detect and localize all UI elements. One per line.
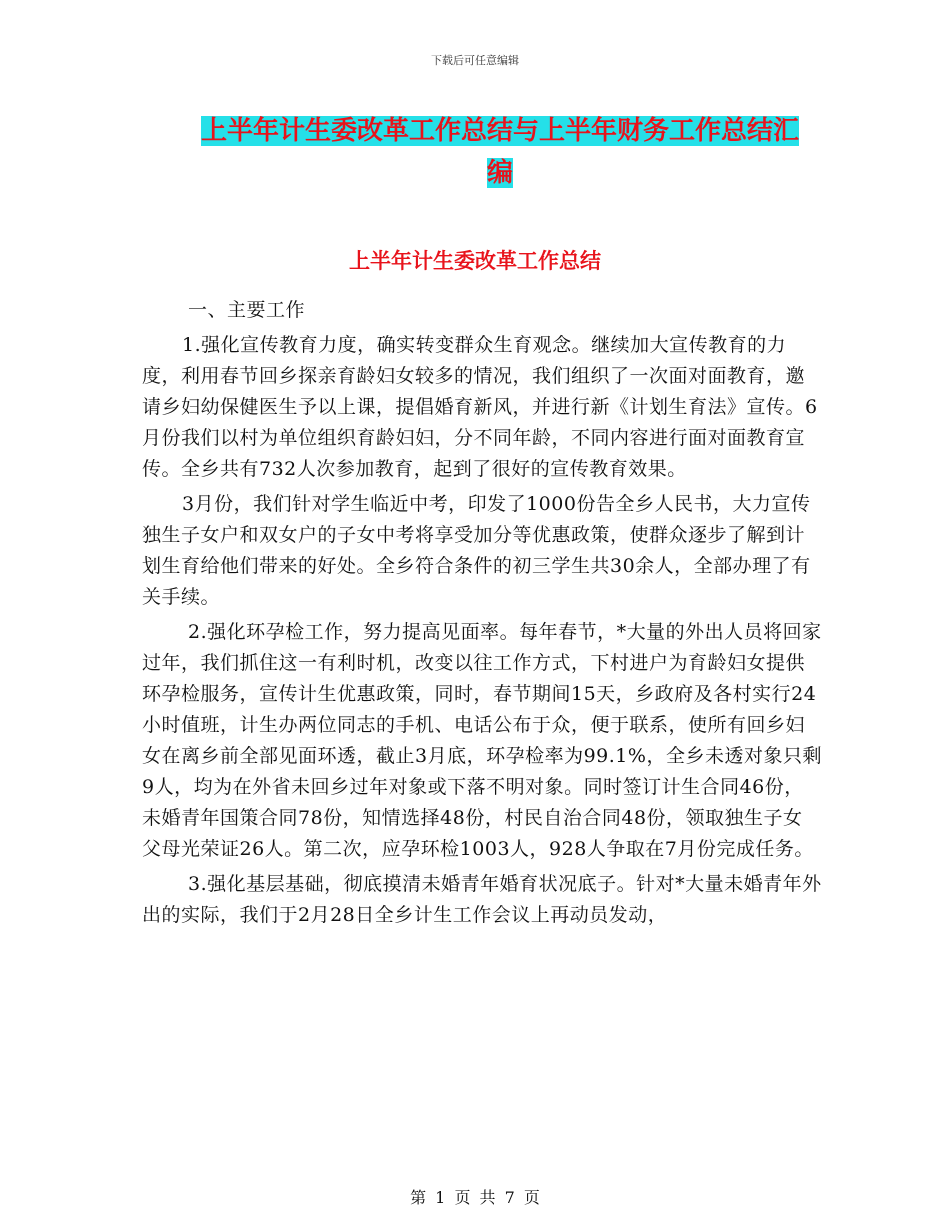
document-sub-title: 上半年计生委改革工作总结 <box>349 249 601 273</box>
body-paragraph: 2.强化环孕检工作，努力提高见面率。每年春节，*大量的外出人员将回家过年，我们抓住这一有利时机，改变以往工作方式，下村进户为育龄妇女提供环孕检服务，宣传计生优惠政策，同时，春节期间15天，乡政府及各村实行24小时值班，计生办两位同志的手机、电话公布于众，便于联系，使所有回乡妇女在离乡前全部见面环透，截止3月底，环孕检率为99.1%，全乡未透对象只剩9人，均为在外省未回乡过年对象或下落不明对象。同时签订计生合同46份，未婚青年国策合同78份，知情选择48份，村民自治合同48份，领取独生子女父母光荣证26人。第二次，应孕环检1003人，928人争取在7月份完成任务。 <box>142 621 822 860</box>
document-main-title <box>180 110 820 194</box>
body-paragraph: 1.强化宣传教育力度，确实转变群众生育观念。继续加大宣传教育的力度，利用春节回乡探亲育龄妇女较多的情况，我们组织了一次面对面教育，邀请乡妇幼保健医生予以上课，提倡婚育新风，并进行新《计划生育法》宣传。6月份我们以村为单位组织育龄妇妇，分不同年龄，不同内容进行面对面教育宣传。全乡共有732人次参加教育，起到了很好的宣传教育效果。 <box>142 334 818 480</box>
page-footer-number: 第 1 页 共 7 页 <box>410 1188 540 1207</box>
main-title-line1: 上半年计生委改革工作总结与上半年财务工作总结汇 <box>200 116 799 146</box>
page-header-note: 下载后可任意编辑 <box>431 54 519 67</box>
section-heading: 一、主要工作 <box>188 299 306 321</box>
body-paragraph: 3.强化基层基础，彻底摸清未婚青年婚育状况底子。针对*大量未婚青年外出的实际，我们于2月28日全乡计生工作会议上再动员发动， <box>142 873 822 926</box>
document-body <box>142 295 822 935</box>
body-paragraph: 3月份，我们针对学生临近中考，印发了1000份告全乡人民书，大力宣传独生子女户和双女户的子女中考将享受加分等优惠政策，使群众逐步了解到计划生育给他们带来的好处。全乡符合条件的初三学生共30余人，全部办理了有关手续。 <box>142 493 811 608</box>
main-title-line2: 编 <box>486 158 513 188</box>
